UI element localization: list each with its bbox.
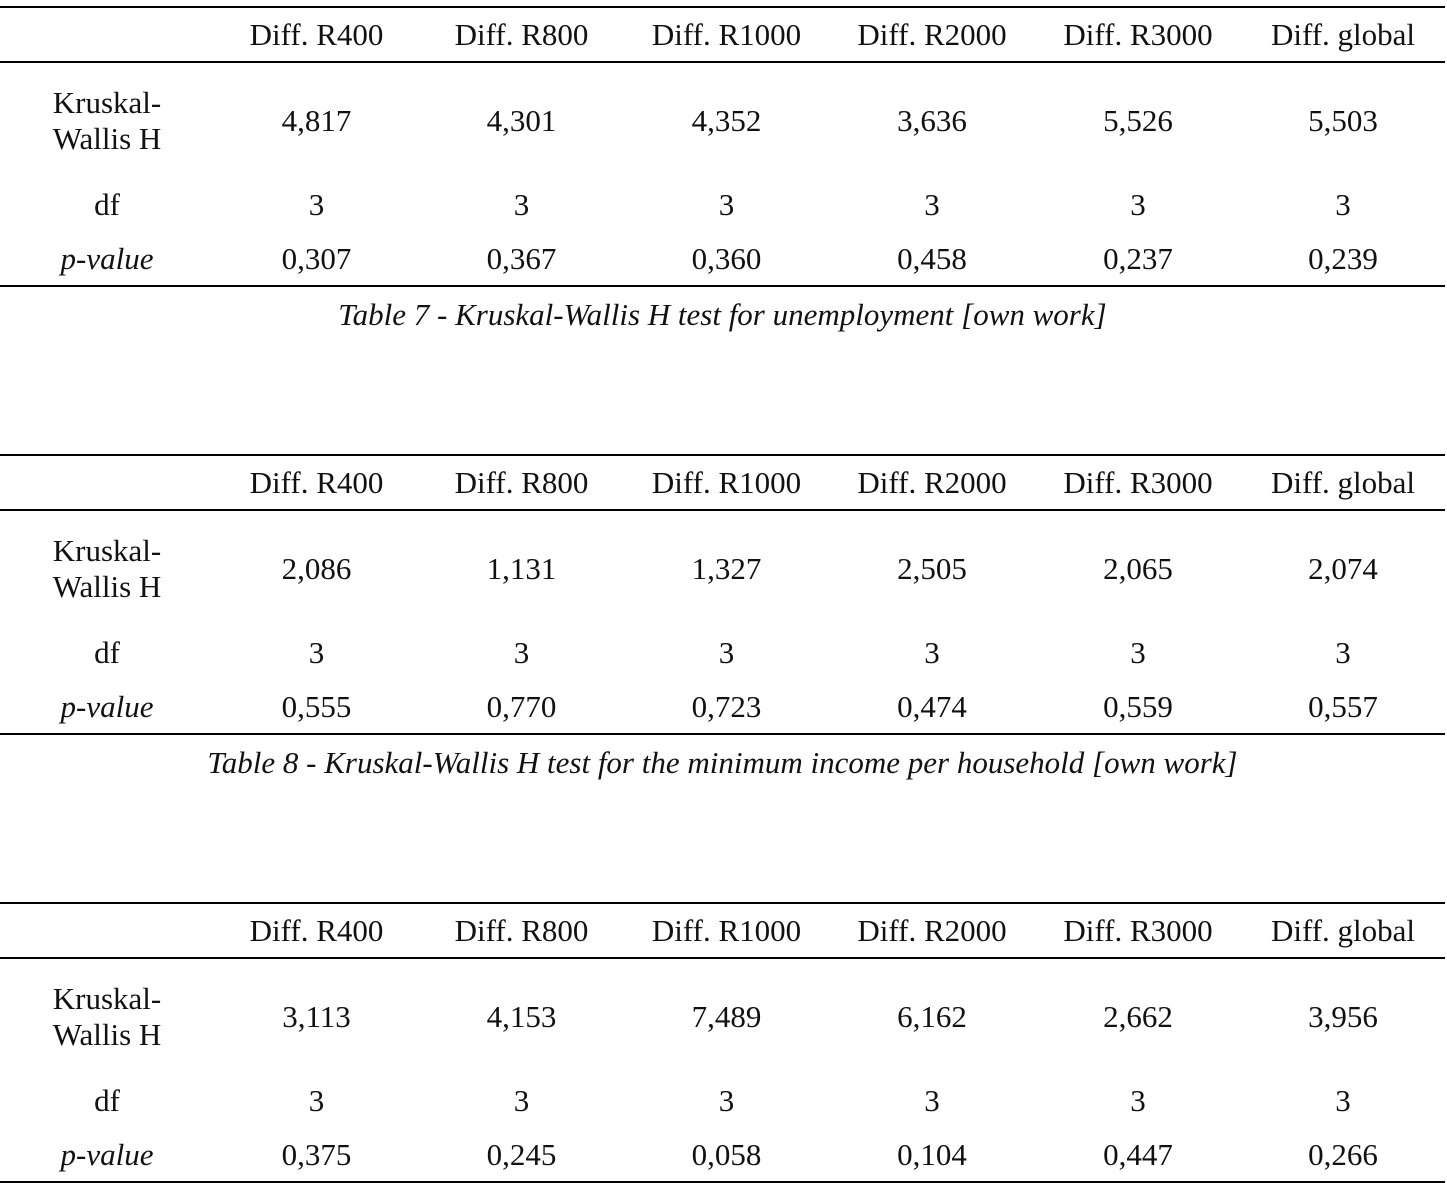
row-label-df: df (94, 187, 120, 222)
cell-df: 3 (1335, 187, 1351, 222)
table-row-kruskal-wallis-h (0, 510, 1445, 626)
header-diff-global: Diff. global (1270, 912, 1416, 948)
row-label-p-value: p-value (60, 240, 154, 276)
table-row-df (0, 178, 1445, 232)
cell-df: 3 (1130, 635, 1146, 670)
cell-h: 1,131 (486, 550, 557, 586)
header-diff-r1000: Diff. R1000 (651, 912, 802, 948)
table-7-block (0, 6, 1445, 333)
cell-p: 0,458 (897, 240, 967, 276)
cell-df: 3 (513, 635, 530, 670)
row-label-p-value: p-value (60, 688, 154, 724)
table-row-p-value (0, 232, 1445, 286)
header-diff-r2000: Diff. R2000 (857, 16, 1007, 52)
cell-df: 3 (718, 635, 735, 670)
cell-h: 3,113 (282, 998, 351, 1034)
cell-df: 3 (308, 187, 325, 222)
cell-df: 3 (1130, 187, 1146, 222)
cell-df: 3 (308, 635, 325, 670)
cell-h: 2,074 (1308, 550, 1378, 586)
header-diff-r800: Diff. R800 (454, 464, 589, 500)
header-diff-r400: Diff. R400 (249, 464, 384, 500)
header-diff-r3000: Diff. R3000 (1063, 912, 1213, 948)
row-label-p-value: p-value (60, 1136, 154, 1172)
header-empty (0, 7, 214, 62)
cell-h: 2,662 (1103, 998, 1173, 1034)
cell-h: 2,086 (281, 550, 352, 586)
cell-df: 3 (513, 187, 530, 222)
header-diff-r3000: Diff. R3000 (1063, 464, 1213, 500)
cell-p: 0,474 (897, 688, 967, 724)
table-8 (0, 454, 1445, 735)
cell-df: 3 (1335, 1083, 1351, 1118)
cell-p: 0,266 (1308, 1136, 1378, 1172)
cell-p: 0,239 (1308, 240, 1378, 276)
header-diff-r2000: Diff. R2000 (857, 912, 1007, 948)
header-diff-r400: Diff. R400 (249, 912, 384, 948)
row-label-df: df (94, 1083, 120, 1118)
cell-h: 6,162 (897, 998, 967, 1034)
row-label-kruskal-wallis-h: Kruskal- Wallis H (52, 84, 162, 156)
header-diff-r800: Diff. R800 (454, 16, 589, 52)
header-empty (0, 903, 214, 958)
table-row-p-value (0, 1128, 1445, 1182)
cell-h: 5,526 (1103, 102, 1173, 138)
cell-df: 3 (718, 187, 735, 222)
cell-p: 0,375 (281, 1136, 352, 1172)
cell-df: 3 (1130, 1083, 1146, 1118)
cell-p: 0,360 (691, 240, 762, 276)
cell-df: 3 (924, 1083, 940, 1118)
header-diff-r800: Diff. R800 (454, 912, 589, 948)
cell-p: 0,104 (897, 1136, 967, 1172)
header-diff-r1000: Diff. R1000 (651, 464, 802, 500)
cell-h: 4,352 (691, 102, 762, 138)
header-diff-r3000: Diff. R3000 (1063, 16, 1213, 52)
header-row (0, 7, 1445, 62)
cell-df: 3 (718, 1083, 735, 1118)
cell-p: 0,307 (281, 240, 352, 276)
cell-p: 0,367 (486, 240, 557, 276)
table-9 (0, 902, 1445, 1183)
table-9-block (0, 902, 1445, 1183)
cell-p: 0,058 (691, 1136, 762, 1172)
cell-df: 3 (924, 635, 940, 670)
header-diff-r1000: Diff. R1000 (651, 16, 802, 52)
table-8-caption: Table 8 - Kruskal-Wallis H test for the minimum income per household [own work] (207, 745, 1238, 780)
table-row-kruskal-wallis-h (0, 62, 1445, 178)
cell-p: 0,245 (486, 1136, 557, 1172)
header-diff-global: Diff. global (1270, 464, 1416, 500)
header-diff-r400: Diff. R400 (249, 16, 384, 52)
cell-df: 3 (308, 1083, 325, 1118)
table-row-df (0, 626, 1445, 680)
table-8-block (0, 454, 1445, 781)
cell-df: 3 (513, 1083, 530, 1118)
cell-h: 2,065 (1103, 550, 1173, 586)
table-row-df (0, 1074, 1445, 1128)
cell-h: 1,327 (691, 550, 762, 586)
cell-h: 3,956 (1308, 998, 1378, 1034)
header-diff-r2000: Diff. R2000 (857, 464, 1007, 500)
cell-p: 0,557 (1308, 688, 1378, 724)
header-row (0, 903, 1445, 958)
table-7-caption: Table 7 - Kruskal-Wallis H test for unemployment [own work] (338, 297, 1107, 332)
cell-df: 3 (1335, 635, 1351, 670)
table-row-kruskal-wallis-h (0, 958, 1445, 1074)
cell-df: 3 (924, 187, 940, 222)
cell-h: 4,817 (281, 102, 352, 138)
cell-h: 3,636 (897, 102, 967, 138)
header-row (0, 455, 1445, 510)
cell-p: 0,559 (1103, 688, 1173, 724)
cell-h: 4,301 (486, 102, 557, 138)
cell-h: 2,505 (897, 550, 967, 586)
cell-h: 5,503 (1308, 102, 1378, 138)
row-label-kruskal-wallis-h: Kruskal- Wallis H (52, 980, 162, 1052)
cell-h: 4,153 (486, 998, 557, 1034)
cell-p: 0,770 (486, 688, 557, 724)
cell-p: 0,555 (281, 688, 352, 724)
cell-p: 0,723 (691, 688, 762, 724)
header-diff-global: Diff. global (1270, 16, 1416, 52)
table-row-p-value (0, 680, 1445, 734)
row-label-df: df (94, 635, 120, 670)
row-label-kruskal-wallis-h: Kruskal- Wallis H (52, 532, 162, 604)
cell-p: 0,237 (1103, 240, 1173, 276)
table-7 (0, 6, 1445, 287)
cell-h: 7,489 (691, 998, 762, 1034)
header-empty (0, 455, 214, 510)
cell-p: 0,447 (1103, 1136, 1173, 1172)
